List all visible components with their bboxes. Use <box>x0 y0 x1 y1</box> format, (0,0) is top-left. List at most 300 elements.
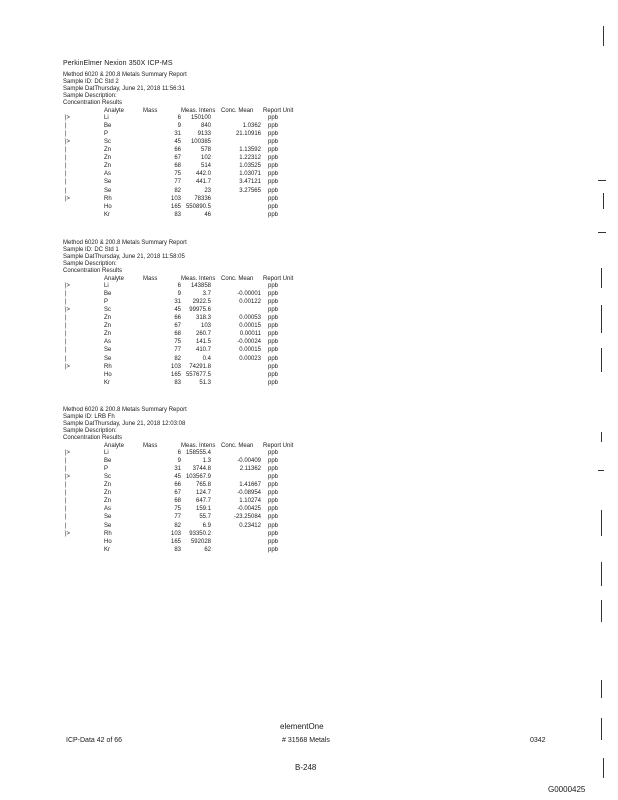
unit-cell: ppb <box>268 347 279 354</box>
analyte-cell: Rh <box>104 530 112 537</box>
row-flag: | <box>65 155 67 162</box>
mass-cell: 82 <box>174 355 181 362</box>
table-row <box>63 314 323 322</box>
concentration-cell: 1.0362 <box>242 123 261 130</box>
analyte-cell: Zn <box>104 490 112 497</box>
table-row <box>63 195 323 203</box>
col-unit-header: Report Unit <box>263 108 294 114</box>
analyte-cell: Se <box>104 179 112 186</box>
unit-cell: ppb <box>268 339 279 346</box>
table-row <box>63 282 323 290</box>
mass-cell: 31 <box>174 466 181 473</box>
unit-cell: ppb <box>268 466 279 473</box>
sample-description: Sample Description: <box>63 428 117 434</box>
unit-cell: ppb <box>268 355 279 362</box>
unit-cell: ppb <box>268 179 279 186</box>
row-flag: | <box>65 147 67 154</box>
intensity-cell: 765.8 <box>195 482 211 489</box>
sample-date: Sample DatThursday, June 21, 2018 11:58:05 <box>63 254 185 260</box>
row-flag: | <box>65 171 67 178</box>
scan-edge-mark <box>598 232 606 233</box>
unit-cell: ppb <box>268 323 279 330</box>
analyte-cell: Li <box>104 115 109 122</box>
unit-cell: ppb <box>268 211 279 218</box>
unit-cell: ppb <box>268 115 279 122</box>
scan-edge-mark <box>601 680 602 698</box>
analyte-cell: Rh <box>104 363 112 370</box>
row-flag: |> <box>65 195 71 202</box>
intensity-cell: 592028 <box>190 538 211 545</box>
intensity-cell: 442.0 <box>195 171 211 178</box>
unit-cell: ppb <box>268 546 279 553</box>
row-flag: |> <box>65 474 71 481</box>
table-row <box>63 322 323 330</box>
intensity-cell: 318.3 <box>195 315 211 322</box>
mass-cell: 6 <box>177 450 181 457</box>
table-row <box>63 522 323 530</box>
unit-cell: ppb <box>268 299 279 306</box>
row-flag: | <box>65 522 67 529</box>
table-row <box>63 346 323 354</box>
concentration-cell: 21.10916 <box>235 131 261 138</box>
concentration-cell: -0.00425 <box>237 506 261 513</box>
intensity-cell: 46 <box>204 211 211 218</box>
table-row <box>63 457 323 465</box>
row-flag: | <box>65 123 67 130</box>
row-flag: |> <box>65 530 71 537</box>
intensity-cell: 840 <box>200 123 211 130</box>
unit-cell: ppb <box>268 123 279 130</box>
col-intens-header: Meas. Intens <box>181 108 216 114</box>
row-flag: | <box>65 498 67 505</box>
scan-edge-mark <box>601 432 602 442</box>
concentration-cell: 3.27565 <box>239 187 261 194</box>
scan-edge-mark <box>603 193 604 209</box>
concentration-cell: -0.00409 <box>237 458 261 465</box>
analyte-cell: As <box>104 506 112 513</box>
unit-cell: ppb <box>268 331 279 338</box>
table-row <box>63 290 323 298</box>
intensity-cell: 100385 <box>190 139 211 146</box>
table-row <box>63 465 323 473</box>
table-row <box>63 170 323 178</box>
concentration-cell: 0.00011 <box>239 331 261 338</box>
mass-cell: 45 <box>174 307 181 314</box>
sample-date: Sample DatThursday, June 21, 2018 12:03:08 <box>63 421 186 427</box>
table-row <box>63 146 323 154</box>
section-title: Concentration Results <box>63 100 123 106</box>
mass-cell: 83 <box>174 379 181 386</box>
col-conc-header: Conc. Mean <box>221 443 254 449</box>
mass-cell: 67 <box>174 323 181 330</box>
unit-cell: ppb <box>268 538 279 545</box>
row-flag: | <box>65 347 67 354</box>
mass-cell: 75 <box>174 339 181 346</box>
concentration-cell: 0.00053 <box>239 315 261 322</box>
analyte-cell: P <box>104 131 109 138</box>
table-row <box>63 298 323 306</box>
col-mass-header: Mass <box>143 443 158 449</box>
unit-cell: ppb <box>268 363 279 370</box>
row-flag: | <box>65 482 67 489</box>
table-row <box>63 187 323 195</box>
analyte-cell: Se <box>104 187 112 194</box>
table-row <box>63 505 323 513</box>
col-unit-header: Report Unit <box>263 276 294 282</box>
unit-cell: ppb <box>268 450 279 457</box>
intensity-cell: 103567.9 <box>185 474 211 481</box>
mass-cell: 82 <box>174 187 181 194</box>
table-row <box>63 162 323 170</box>
row-flag: | <box>65 506 67 513</box>
intensity-cell: 158555.4 <box>185 450 211 457</box>
mass-cell: 67 <box>174 155 181 162</box>
unit-cell: ppb <box>268 514 279 521</box>
row-flag: | <box>65 179 67 186</box>
mass-cell: 103 <box>170 530 181 537</box>
analyte-cell: Zn <box>104 482 112 489</box>
table-row <box>63 371 323 379</box>
mass-cell: 66 <box>174 315 181 322</box>
unit-cell: ppb <box>268 171 279 178</box>
sample-id: Sample ID: DC Std 1 <box>63 247 119 253</box>
col-unit-header: Report Unit <box>263 443 294 449</box>
table-row <box>63 546 323 554</box>
mass-cell: 9 <box>177 291 181 298</box>
concentration-cell: 1.22312 <box>239 155 261 162</box>
table-row <box>63 330 323 338</box>
analyte-cell: Se <box>104 522 112 529</box>
unit-cell: ppb <box>268 482 279 489</box>
table-row <box>63 130 323 138</box>
table-row <box>63 363 323 371</box>
row-flag: | <box>65 339 67 346</box>
mass-cell: 45 <box>174 139 181 146</box>
mass-cell: 77 <box>174 514 181 521</box>
row-flag: | <box>65 131 67 138</box>
analyte-cell: Be <box>104 291 112 298</box>
analyte-cell: Sc <box>104 474 112 481</box>
col-intens-header: Meas. Intens <box>181 276 216 282</box>
analyte-cell: Zn <box>104 315 112 322</box>
scan-edge-mark <box>601 268 602 288</box>
mass-cell: 103 <box>170 363 181 370</box>
table-row <box>63 538 323 546</box>
mass-cell: 75 <box>174 506 181 513</box>
col-mass-header: Mass <box>143 276 158 282</box>
scan-edge-mark <box>601 600 602 622</box>
intensity-cell: 99975.6 <box>189 307 211 314</box>
concentration-cell: 0.00122 <box>239 299 261 306</box>
sample-description: Sample Description: <box>63 93 117 99</box>
analyte-cell: Ho <box>104 371 112 378</box>
analyte-cell: Be <box>104 123 112 130</box>
analyte-cell: Zn <box>104 498 112 505</box>
unit-cell: ppb <box>268 490 279 497</box>
intensity-cell: 51.3 <box>199 379 211 386</box>
intensity-cell: 150100 <box>190 115 211 122</box>
mass-cell: 77 <box>174 179 181 186</box>
intensity-cell: 159.1 <box>195 506 211 513</box>
mass-cell: 67 <box>174 490 181 497</box>
concentration-cell: -0.00001 <box>237 291 261 298</box>
analyte-cell: Ho <box>104 203 112 210</box>
unit-cell: ppb <box>268 474 279 481</box>
scan-edge-mark <box>601 510 602 536</box>
table-row <box>63 481 323 489</box>
table-row <box>63 530 323 538</box>
table-row <box>63 355 323 363</box>
intensity-cell: 550890.5 <box>185 203 211 210</box>
concentration-cell: 3.47121 <box>239 179 261 186</box>
intensity-cell: 23 <box>204 187 211 194</box>
table-row <box>63 178 323 186</box>
sample-description: Sample Description: <box>63 261 117 267</box>
section-title: Concentration Results <box>63 268 123 274</box>
table-row <box>63 154 323 162</box>
analyte-cell: Zn <box>104 331 112 338</box>
unit-cell: ppb <box>268 530 279 537</box>
unit-cell: ppb <box>268 379 279 386</box>
table-row <box>63 449 323 457</box>
intensity-cell: 3744.8 <box>192 466 211 473</box>
table-row <box>63 513 323 521</box>
intensity-cell: 62 <box>204 546 211 553</box>
row-flag: |> <box>65 115 71 122</box>
intensity-cell: 143858 <box>190 283 211 290</box>
row-flag: | <box>65 291 67 298</box>
analyte-cell: Se <box>104 355 112 362</box>
row-flag: | <box>65 514 67 521</box>
concentration-cell: 1.03071 <box>239 171 261 178</box>
intensity-cell: 410.7 <box>195 347 211 354</box>
intensity-cell: 6.9 <box>202 522 211 529</box>
intensity-cell: 647.7 <box>195 498 211 505</box>
analyte-cell: Li <box>104 283 109 290</box>
unit-cell: ppb <box>268 131 279 138</box>
table-row <box>63 122 323 130</box>
mass-cell: 103 <box>170 195 181 202</box>
table-row <box>63 489 323 497</box>
bates-number: G0000425 <box>548 785 586 794</box>
analyte-cell: Zn <box>104 155 112 162</box>
intensity-cell: 260.7 <box>195 331 211 338</box>
footer-center: # 31568 Metals <box>282 737 330 744</box>
mass-cell: 68 <box>174 163 181 170</box>
row-flag: | <box>65 331 67 338</box>
sample-id: Sample ID: LRB Fh <box>63 414 115 420</box>
unit-cell: ppb <box>268 307 279 314</box>
col-analyte-header: Analyte <box>104 108 125 114</box>
intensity-cell: 557677.5 <box>185 371 211 378</box>
concentration-cell: 0.00015 <box>239 323 261 330</box>
col-mass-header: Mass <box>143 108 158 114</box>
row-flag: |> <box>65 139 71 146</box>
mass-cell: 31 <box>174 299 181 306</box>
concentration-cell: -23.25084 <box>233 514 261 521</box>
sample-id: Sample ID: DC Std 2 <box>63 79 119 85</box>
intensity-cell: 103 <box>200 323 211 330</box>
concentration-cell: 1.13592 <box>239 147 261 154</box>
analyte-cell: Se <box>104 347 112 354</box>
concentration-cell: 0.00015 <box>239 347 261 354</box>
intensity-cell: 141.5 <box>195 339 211 346</box>
unit-cell: ppb <box>268 203 279 210</box>
table-row <box>63 306 323 314</box>
concentration-cell: 1.10274 <box>239 498 261 505</box>
concentration-cell: 2.11362 <box>239 466 261 473</box>
mass-cell: 77 <box>174 347 181 354</box>
instrument-title: PerkinElmer Nexion 350X ICP-MS <box>63 60 173 67</box>
row-flag: | <box>65 163 67 170</box>
table-row <box>63 473 323 481</box>
scan-edge-mark <box>598 470 604 471</box>
row-flag: | <box>65 490 67 497</box>
table-row <box>63 203 323 211</box>
mass-cell: 82 <box>174 522 181 529</box>
table-row <box>63 114 323 122</box>
unit-cell: ppb <box>268 139 279 146</box>
analyte-cell: P <box>104 299 109 306</box>
unit-cell: ppb <box>268 147 279 154</box>
scan-edge-mark <box>603 758 604 778</box>
unit-cell: ppb <box>268 187 279 194</box>
analyte-cell: Ho <box>104 538 112 545</box>
unit-cell: ppb <box>268 371 279 378</box>
table-row <box>63 338 323 346</box>
table-row <box>63 211 323 219</box>
intensity-cell: 9133 <box>197 131 211 138</box>
row-flag: |> <box>65 450 71 457</box>
mass-cell: 9 <box>177 458 181 465</box>
method-title: Method 6020 & 200.8 Metals Summary Report <box>63 240 187 246</box>
unit-cell: ppb <box>268 315 279 322</box>
mass-cell: 9 <box>177 123 181 130</box>
row-flag: | <box>65 458 67 465</box>
unit-cell: ppb <box>268 283 279 290</box>
analyte-cell: Zn <box>104 323 112 330</box>
analyte-cell: Kr <box>104 546 110 553</box>
concentration-cell: 1.03525 <box>239 163 261 170</box>
analyte-cell: Be <box>104 458 112 465</box>
mass-cell: 6 <box>177 115 181 122</box>
table-row <box>63 138 323 146</box>
mass-cell: 66 <box>174 147 181 154</box>
analyte-cell: Kr <box>104 379 110 386</box>
concentration-cell: 0.23412 <box>239 522 261 529</box>
unit-cell: ppb <box>268 155 279 162</box>
analyte-cell: Se <box>104 514 112 521</box>
mass-cell: 68 <box>174 331 181 338</box>
scan-edge-mark <box>598 180 606 181</box>
unit-cell: ppb <box>268 506 279 513</box>
intensity-cell: 78336 <box>194 195 211 202</box>
table-row <box>63 497 323 505</box>
mass-cell: 75 <box>174 171 181 178</box>
sample-date: Sample DatThursday, June 21, 2018 11:56:31 <box>63 86 185 92</box>
scan-edge-mark <box>601 718 602 740</box>
unit-cell: ppb <box>268 498 279 505</box>
col-conc-header: Conc. Mean <box>221 276 254 282</box>
scan-edge-mark <box>601 348 602 372</box>
intensity-cell: 578 <box>200 147 211 154</box>
analyte-cell: P <box>104 466 109 473</box>
mass-cell: 165 <box>170 371 181 378</box>
concentration-cell: 0.00023 <box>239 355 261 362</box>
intensity-cell: 102 <box>200 155 211 162</box>
analyte-cell: Kr <box>104 211 110 218</box>
intensity-cell: 514 <box>200 163 211 170</box>
intensity-cell: 2922.5 <box>192 299 211 306</box>
intensity-cell: 441.7 <box>195 179 211 186</box>
row-flag: | <box>65 299 67 306</box>
mass-cell: 83 <box>174 546 181 553</box>
analyte-cell: Sc <box>104 307 112 314</box>
unit-cell: ppb <box>268 163 279 170</box>
analyte-cell: Zn <box>104 147 112 154</box>
analyte-cell: Li <box>104 450 109 457</box>
intensity-cell: 93350.2 <box>189 530 211 537</box>
mass-cell: 165 <box>170 538 181 545</box>
row-flag: |> <box>65 283 71 290</box>
mass-cell: 6 <box>177 283 181 290</box>
intensity-cell: 124.7 <box>195 490 211 497</box>
mass-cell: 45 <box>174 474 181 481</box>
col-analyte-header: Analyte <box>104 443 125 449</box>
row-flag: |> <box>65 307 71 314</box>
mass-cell: 68 <box>174 498 181 505</box>
intensity-cell: 3.7 <box>202 291 211 298</box>
row-flag: | <box>65 466 67 473</box>
mass-cell: 165 <box>170 203 181 210</box>
mass-cell: 83 <box>174 211 181 218</box>
row-flag: | <box>65 323 67 330</box>
analyte-cell: Rh <box>104 195 112 202</box>
analyte-cell: Sc <box>104 139 112 146</box>
intensity-cell: 55.7 <box>199 514 211 521</box>
row-flag: | <box>65 187 67 194</box>
unit-cell: ppb <box>268 522 279 529</box>
analyte-cell: Zn <box>104 163 112 170</box>
footer-brand: elementOne <box>280 722 324 731</box>
analyte-cell: As <box>104 339 112 346</box>
concentration-cell: 1.41667 <box>239 482 261 489</box>
method-title: Method 6020 & 200.8 Metals Summary Report <box>63 407 187 413</box>
concentration-cell: -0.08954 <box>237 490 261 497</box>
mass-cell: 66 <box>174 482 181 489</box>
analyte-cell: As <box>104 171 112 178</box>
scan-edge-mark <box>601 305 602 333</box>
row-flag: | <box>65 315 67 322</box>
method-title: Method 6020 & 200.8 Metals Summary Report <box>63 72 187 78</box>
table-row <box>63 379 323 387</box>
col-conc-header: Conc. Mean <box>221 108 254 114</box>
page-number: B-248 <box>295 763 317 772</box>
intensity-cell: 0.4 <box>202 355 211 362</box>
concentration-cell: -0.00024 <box>237 339 261 346</box>
row-flag: |> <box>65 363 71 370</box>
mass-cell: 31 <box>174 131 181 138</box>
unit-cell: ppb <box>268 291 279 298</box>
row-flag: | <box>65 355 67 362</box>
footer-right: 0342 <box>530 737 546 744</box>
footer-left: ICP-Data 42 of 66 <box>66 737 123 744</box>
intensity-cell: 74291.8 <box>189 363 211 370</box>
col-analyte-header: Analyte <box>104 276 125 282</box>
col-intens-header: Meas. Intens <box>181 443 216 449</box>
section-title: Concentration Results <box>63 435 123 441</box>
scan-edge-mark <box>603 26 604 46</box>
